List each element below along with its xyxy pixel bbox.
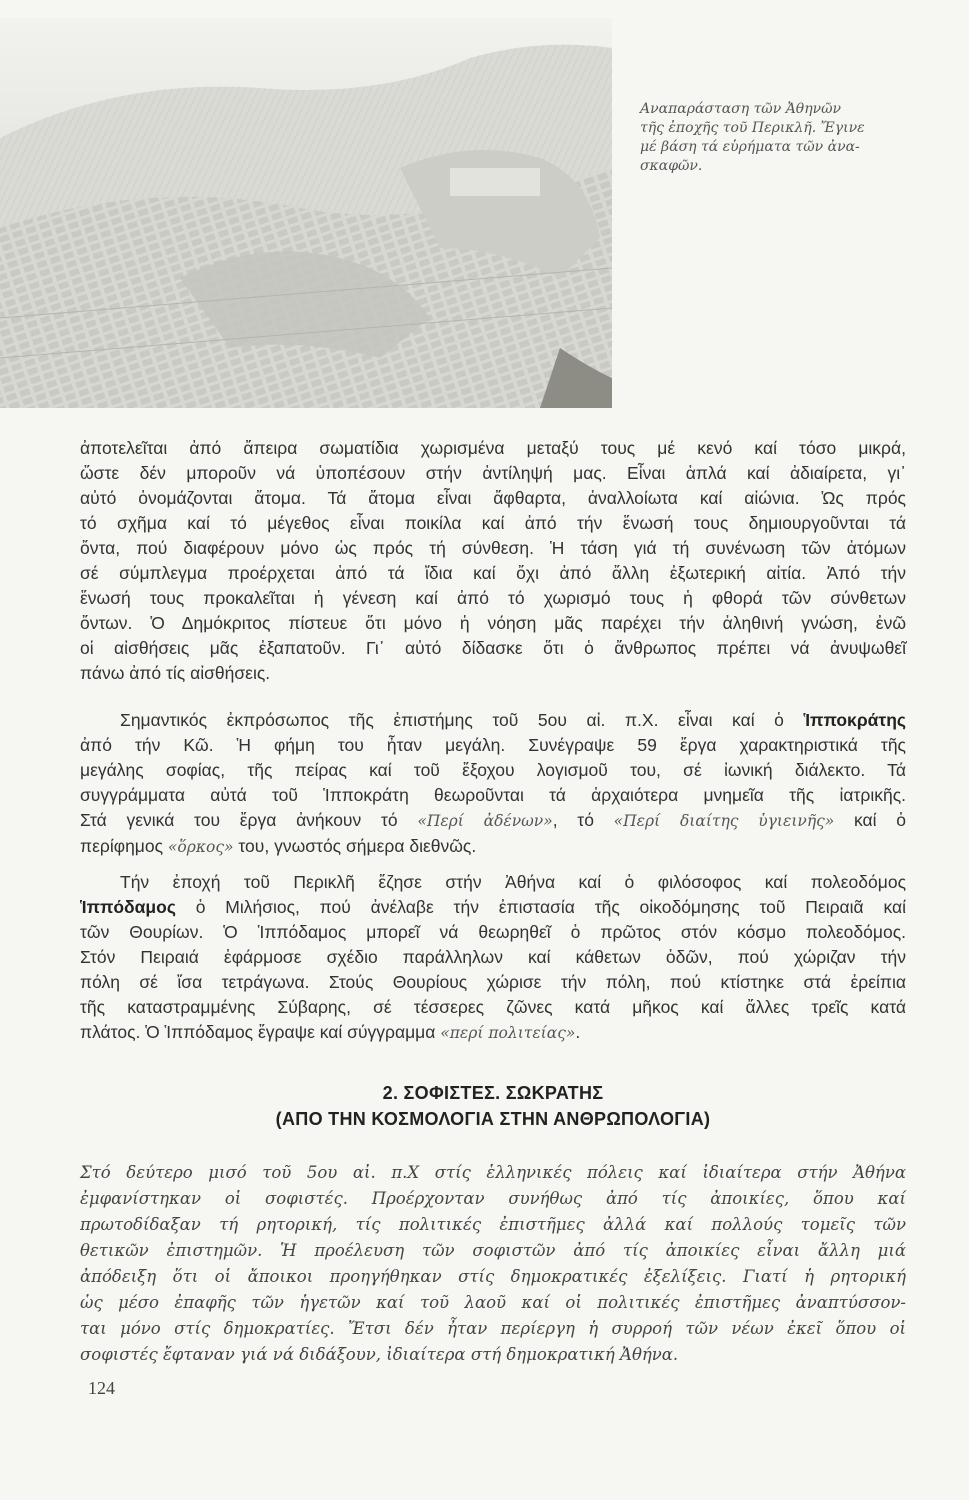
text-line: [80, 895, 906, 920]
text-run: του, γνωστός σήμερα διεθνῶς.: [233, 836, 477, 856]
page-number: 124: [88, 1378, 115, 1398]
text-line: σέ σύμπλεγμα προέρχεται ἀπό τά ἴδια καί ὄχι ἀπό ἄλλη ἐξωτερική αἰτία. Ἀπό τήν: [80, 563, 906, 583]
work-title: «Περί διαίτης ὑγιεινῆς»: [613, 812, 835, 830]
hippodamus-name: Ἱππόδαμος: [80, 897, 176, 917]
text-line: τῶν Θουρίων. Ὁ Ἱππόδαμος μπορεῖ νά θεωρηθεῖ ὁ πρῶτος στόν κόσμο πολεοδόμος.: [80, 922, 906, 942]
text-run: Στά γενικά του ἔργα ἀνήκουν τό: [80, 810, 418, 830]
text-line: Στόν Πειραιά ἐφάρμοσε σχέδιο παράλληλων καί κάθετων ὁδῶν, πού χώριζαν τήν: [80, 947, 906, 967]
text-line: θετικῶν ἐπιστημῶν. Ἡ προέλευση τῶν σοφιστῶν ἀπό τίς ἀποικίες εἶναι ἄλλη μιά: [80, 1241, 906, 1260]
text-run: περίφημος: [80, 836, 168, 856]
text-line: ὥστε δέν μποροῦν νά ὑποπέσουν στήν ἀντίληψή μας. Εἶναι ἁπλά καί ἀδιαίρετα, γι᾽: [80, 463, 906, 483]
text-line: ὄντα, πού διαφέρουν μόνο ὡς πρός τή σύνθεση. Ἡ τάση γιά τή συνένωση τῶν ἀτόμων: [80, 538, 906, 558]
figure-caption: [640, 100, 910, 176]
text-line: ἀπό τήν Κῶ. Ἡ φήμη του ἦταν μεγάλη. Συνέγραψε 59 ἔργα χαρακτηριστικά τῆς: [80, 735, 906, 755]
text-run: πλάτος. Ὁ Ἱππόδαμος ἔγραψε καί σύγγραμμα: [80, 1022, 441, 1042]
work-title: «περί πολιτείας»: [440, 1024, 576, 1042]
text-run: .: [575, 1022, 581, 1042]
text-line: [80, 808, 906, 834]
text-line: ἀπόδειξη ὅτι οἱ ἄποικοι προηγήθηκαν στίς δημοκρατικές ἐξελίξεις. Γιατί ἡ ρητορική: [80, 1267, 906, 1286]
text-line: αὐτό ὀνομάζονται ἄτομα. Τά ἄτομα εἶναι ἄφθαρτα, ἀναλλοίωτα καί αἰώνια. Ὡς πρός: [80, 488, 906, 508]
text-line: ἀποτελεῖται ἀπό ἄπειρα σωματίδια χωρισμένα μεταξύ τους μέ κενό καί τόσο μικρά,: [80, 438, 906, 458]
caption-line: Αναπαράσταση τῶν Ἀθηνῶν: [640, 101, 842, 117]
text-line: μεγάλης σοφίας, τῆς πείρας καί τοῦ ἔξοχου λογισμοῦ του, σέ ἰωνική διάλεκτο. Τά: [80, 760, 906, 780]
hippodamus-paragraph: [80, 870, 906, 1046]
text-run: ὁ Μιλήσιος, πού ἀνέλαβε τήν ἐπιστασία τῆς οἰκοδόμησης τοῦ Πειραιᾶ καί: [175, 897, 906, 917]
text-line: συγγράμματα αὐτά τοῦ Ἱπποκράτη θεωροῦνται τά ἀρχαιότερα μνημεῖα τῆς ἰατρικῆς.: [80, 785, 906, 805]
democritus-paragraph: [80, 436, 906, 686]
text-line: πάνω ἀπό τίς αἰσθήσεις.: [80, 663, 271, 683]
work-title: «Περί ἀδένων»: [417, 812, 553, 830]
caption-line: τῆς ἐποχῆς τοῦ Περικλῆ. Ἔγινε: [640, 120, 865, 136]
text-line: ἐμφανίστηκαν οἱ σοφιστές. Προέρχονταν συνήθως ἀπό τίς ἀποικίες, ὅπου καί: [80, 1189, 906, 1208]
text-line: πρωτοδίδαξαν τή ρητορική, τίς πολιτικές ἐπιστῆμες ἀλλά καί πολλούς τομεῖς τῶν: [80, 1215, 906, 1234]
text-line: Τήν ἐποχή τοῦ Περικλῆ ἔζησε στήν Ἀθήνα καί ὁ φιλόσοφος καί πολεοδόμος: [120, 872, 906, 892]
hippocrates-paragraph: [80, 708, 906, 860]
section-heading: [80, 1080, 906, 1132]
text-line: ἕνωσή τους προκαλεῖται ἡ γένεση καί ἀπό τό χωρισμό τους ἡ φθορά τῶν σύνθετων: [80, 588, 906, 608]
text-line: ὡς μέσο ἐπαφῆς τῶν ἡγετῶν καί τοῦ λαοῦ καί οἱ πολιτικές ἐπιστῆμες ἀναπτύσσον-: [80, 1293, 906, 1312]
text-line: τό σχῆμα καί τό μέγεθος εἶναι ποικίλα καί ἀπό τήν ἕνωσή τους δημιουργοῦνται τά: [80, 513, 906, 533]
text-line: [80, 708, 906, 733]
text-line: [80, 1020, 906, 1046]
text-run: καί ὁ: [834, 810, 906, 830]
text-line: ὄντων. Ὁ Δημόκριτος πίστευε ὅτι μόνο ἡ νόηση μᾶς παρέχει τήν ἀληθινή γνώση, ἐνῶ: [80, 613, 906, 633]
text-run: Σημαντικός ἐκπρόσωπος τῆς ἐπιστήμης τοῦ 5ου αἰ. π.Χ. εἶναι καί ὁ: [120, 710, 804, 730]
text-line: ται μόνο στίς δημοκρατίες. Ἔτσι δέν ἦταν περίεργη ἡ συρροή τῶν νέων ἐκεῖ ὅπου οἱ: [80, 1319, 906, 1338]
text-line: [80, 834, 906, 860]
text-line: πόλη σέ ἴσα τετράγωνα. Στούς Θουρίους χώρισε τήν πόλη, πού κτίστηκε στά ἐρείπια: [80, 972, 906, 992]
section-subtitle: (ΑΠΟ ΤΗΝ ΚΟΣΜΟΛΟΓΙΑ ΣΤΗΝ ΑΝΘΡΩΠΟΛΟΓΙΑ): [275, 1109, 711, 1129]
text-line: τῆς καταστραμμένης Σύβαρης, σέ τέσσερες ζῶνες κατά μῆκος καί ἄλλες τρεῖς κατά: [80, 997, 906, 1017]
text-line: οἱ αἰσθήσεις μᾶς ἐξαπατοῦν. Γι᾽ αὐτό δίδασκε ὅτι ὁ ἄνθρωπος πρέπει νά ἀνυψωθεῖ: [80, 638, 906, 658]
caption-line: μέ βάση τά εὑρήματα τῶν ἀνα-: [640, 139, 860, 155]
hippocrates-name: Ἱπποκράτης: [803, 710, 906, 730]
text-line: σοφιστές ἔφταναν γιά νά διδάξουν, ἰδιαίτερα στή δημοκρατική Ἀθήνα.: [80, 1345, 679, 1364]
athens-reconstruction-image: [0, 18, 612, 408]
caption-line: σκαφῶν.: [640, 158, 703, 174]
section-intro: [80, 1160, 906, 1368]
text-line: Στό δεύτερο μισό τοῦ 5ου αἰ. π.Χ στίς ἑλληνικές πόλεις καί ἰδιαίτερα στήν Ἀθήνα: [80, 1163, 906, 1182]
work-title: «ὅρκος»: [167, 838, 234, 856]
text-run: , τό: [552, 810, 614, 830]
section-title: 2. ΣΟΦΙΣΤΕΣ. ΣΩΚΡΑΤΗΣ: [382, 1083, 604, 1103]
